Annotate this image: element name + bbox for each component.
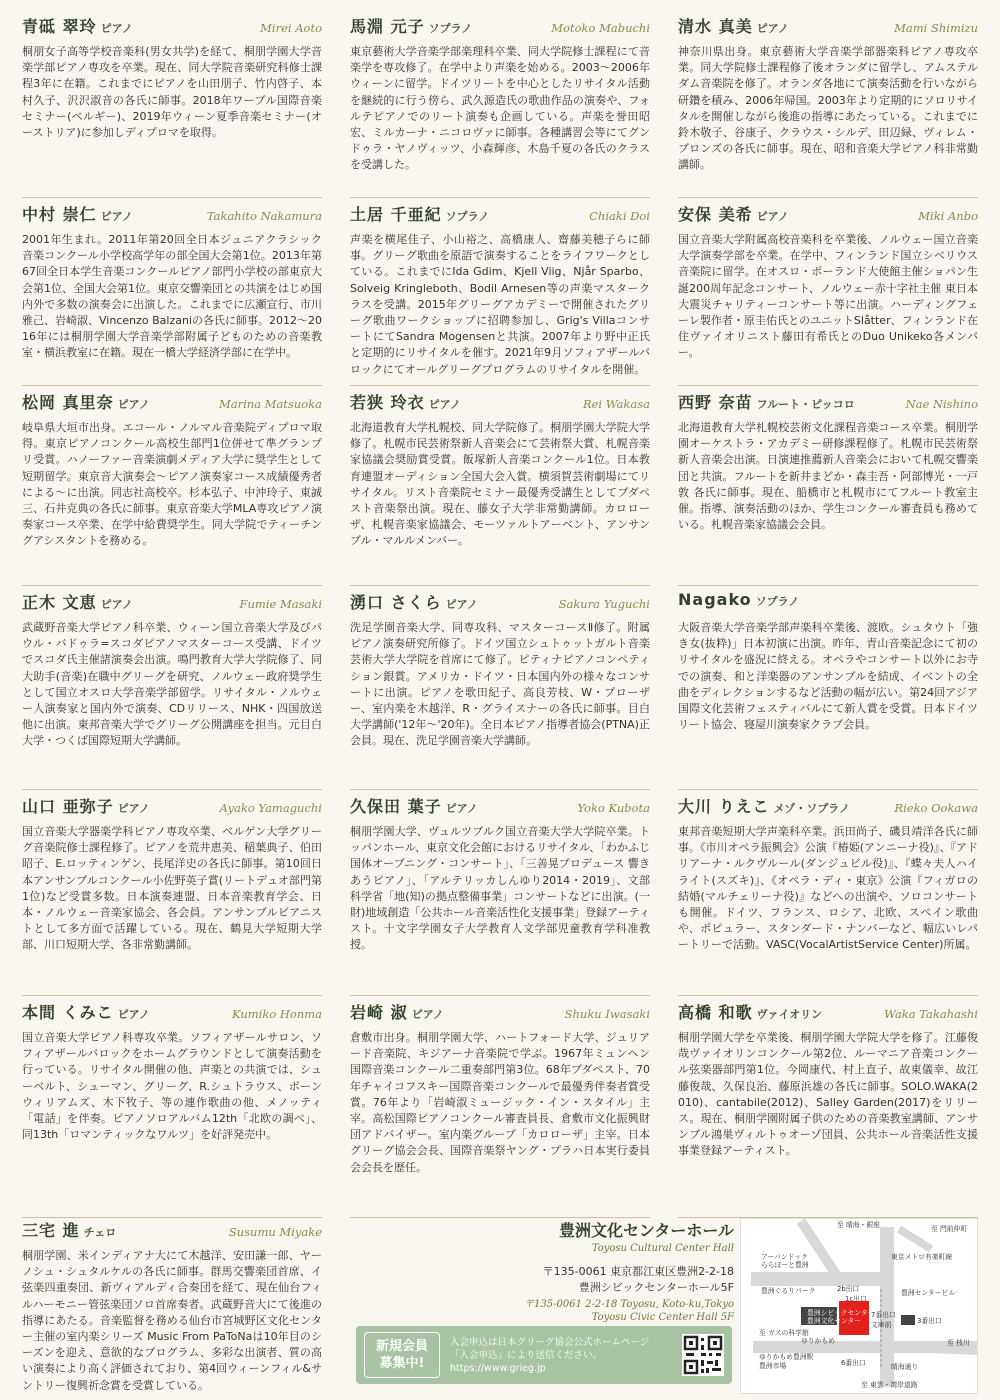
profile-card [350,386,650,586]
performer-name-en: Mami Shimizu [894,21,978,35]
website-link[interactable]: https://www.grieg.jp [450,1362,546,1374]
profile-card [350,10,650,198]
svg-text:豊洲文化センター: 豊洲文化センター [807,1317,862,1325]
profile-card [22,586,322,790]
svg-text:豊洲市場: 豊洲市場 [759,1362,787,1370]
performer-bio: 国立音楽大学附属高校音楽科を卒業後、ノルウェー国立音楽大学演奏学部を卒業。在学中、フィンランド国立シベリウス音楽院に留学。在オスロ・ポーランド大使館主催ショパン生誕200周年記念コンサート、ノルウェー赤十字社主催 東日本大震災チャリティーコンサート等に出演。ハーディングフェーレ製作者・原圭佑氏とのユニットSlåtter、フィンランド在住ヴァイオリニスト藤田有希氏とのDuo Unikeko各メンバー。 [678,233,978,360]
performer-name-en: Rei Wakasa [582,397,650,411]
svg-text:1c出口: 1c出口 [845,1295,867,1303]
performer-name-en: Kumiko Honma [232,1007,322,1021]
footer-row [22,1218,978,1394]
performer-bio: 洗足学園音楽大学、同専攻科、マスターコースⅡ修了。附属ピアノ演奏研究所修了。ドイツ国立シュトゥットガルト音楽芸術大学大学院を首席にて修了。ピティナピアノコンペティション銀賞。アメリカ・ドイツ・日本国内外の様々なコンサートに出演。ピアノを歌田紀子、高良芳枝、W・プローザー、室内楽を木越洋、R・グライスナーの各氏に師事。目白大学講師('12年～'20年)。全日本ピアノ指導者協会(PTNA)正会員。現在、洗足学園音楽大学講師。 [350,621,650,748]
performer-name-en: Marina Matsuoka [218,397,322,411]
instrument: ピアノ [411,1008,444,1021]
performer-bio: 声楽を横尾佳子、小山裕之、高橋康人、齋藤美穂子らに師事。グリーグ歌曲を原語で演奏することをライフワークとしている。これまでにIda Gdim、Kjell Viig、Njår Sparbo、Solveig Kringleboth、Bodil Arnesen等の声楽マスタークラスを受講。2015年グリーグアカデミーで開催されたグリーグ歌曲ワークショップに招聘参加し、Grig's VillaコンサートにてSandra Mogensenと共演。2007年より野中正氏と定期的にリサイタルを催す。2021年9月ソフィアザールバロックにてオールグリーグプログラムのリサイタルを開催。 [350,233,650,376]
performer-bio: 桐朋学園大学、ヴュルツブルク国立音楽大学大学院卒業。トッパンホール、東京文化会館におけるリサイタル、「わかふじ国体オープニング・コンサート」、「三善晃プロデュース 響きあうピアノ」、「アルテリッカしんゆり2014・2019」、文部科学省「地(知)の拠点整備事業」コンサートなどに出演。(一財)地域創造「公共ホール音楽活性化支援事業」登録アーティスト。十文字学園女子大学教育人文学部児童教育学科准教授。 [350,825,650,952]
recruit-badge: 新規会員 募集中! [364,1332,440,1378]
performer-bio: 北海道教育大学札幌校芸術文化課程音楽コース卒業。桐朋学園オーケストラ・アカデミー研修課程修了。札幌市民芸術祭新人音楽会出演。日演連推薦新人音楽会において札幌交響楽団と共演。フルートを新井まどか・森圭吾・阿部博光・一戸敦 各氏に師事。現在、船橋市と札幌市にてフルート教室主催。指導、演奏活動のほか、学生コンクール審査員も務めている。札幌音楽家協議会会員。 [678,421,978,532]
performer-name: 三宅 進 チェロ [22,1221,117,1240]
instrument: ピアノ [117,802,150,815]
instrument: ソプラノ [755,595,800,608]
performer-bio: 岐阜県大垣市出身。エコール・ノルマル音楽院ディプロマ取得。東京ピアノコンクール高校生部門1位併せて準グランプリ受賞。ハノーファー音楽演劇メディア大学に奨学生として短期留学。東京音大演奏会～ピアノ演奏家コース成績優秀者による～に出演。同志社高校卒。杉本弘子、中沖玲子、東誠三、石井克典の各氏に師事。東京音楽大学MLA専攻ピアノ演奏家コース卒業、在学中給費奨学生。同大学院でティーチングアシスタントを務める。 [22,421,322,548]
membership-banner[interactable] [356,1326,732,1384]
performer-bio: 2001年生まれ。2011年第20回全日本ジュニアクラシック音楽コンクール小学校高学年の部全国大会第1位。2013年第67回全日本学生音楽コンクールピアノ部門小学校の部東京大会第1位、全国大会第1位。東京交響楽団との共演をはじめ国内外で多数の演奏会に出演した。これまでに広瀬宣行、市川雅己、岩崎淑、Vincenzo Balzaniの各氏に師事。2012～2016年には桐朋学園大学音楽学部附属子どものための音楽教室・横浜教室に在籍。現在一橋大学経済学部に在学中。 [22,233,322,360]
svg-text:至 ガスの科学館: 至 ガスの科学館 [759,1329,809,1337]
performer-name: 土居 千亜紀 ソプラノ [350,205,490,224]
performer-bio: 東京藝術大学音楽学部楽理科卒業、同大学院修士課程にて音楽学を専攻修了。在学中より声楽を始める。2003～2006年ウィーンに留学。ドイツリートを中心としたリサイタル活動を継続的に行う傍ら、武久源造氏の歌曲作品の演奏や、フォルテピアノでのリート演奏も企画している。声楽を誉田昭宏、ミルカーナ・ニコロヴァに師事。各種講習会等にてグンドゥラ・ヤノヴィッツ、小森輝彦、木島千夏の各氏のクラスを受講した。 [350,45,650,172]
performer-name-en: Chiaki Doi [589,209,650,223]
performer-name-en: Takahito Nakamura [206,209,322,223]
svg-text:東京メトロ有楽町線: 東京メトロ有楽町線 [891,1253,953,1261]
performer-name-en: Rieko Ookawa [894,801,978,815]
venue-address-en: 〒135-0061 2-2-18 Toyosu, Koto-ku,Tokyo Toyosu Civic Center Hall 5F [524,1299,734,1323]
profile-card [22,198,322,386]
instrument: ピアノ [445,598,478,611]
svg-text:6番出口: 6番出口 [841,1359,866,1367]
svg-text:豊洲シビックセンター: 豊洲シビックセンター [807,1309,875,1317]
performer-bio: 桐朋女子高等学校音楽科(男女共学)を経て、桐朋学園大学音楽学部ピアノ専攻を卒業。現在、同大学院音楽研究科修士課程3年に在籍。これまでにピアノを山田朋子、竹内啓子、本村久子、沢沢淑音の各氏に師事。2018年ワーブル国際音楽セミナー(ベルギー)、2019年ウィーン夏季音楽セミナー(オーストリア)に参加しディプロマを取得。 [22,45,322,140]
qr-code-icon[interactable] [682,1334,724,1376]
profile-card [678,586,978,790]
profile-card [678,790,978,996]
performer-name: 馬淵 元子 ソプラノ [350,17,473,36]
performer-name-en: Motoko Mabuchi [551,21,650,35]
performer-bio: 国立音楽大学ピアノ科専攻卒業。ソフィアザールサロン、ソフィアザールバロックをホームグラウンドとして演奏活動を行っている。リサイタル開催の他、声楽との共演では、シューベルト、シューマン、グリーグ、R.シュトラウス、ボーンウィリアムズ、木下牧子、等の連作歌曲の他、メノッティ「電話」を伴奏。ピアノソロアルバム12th「北欧の調べ」、同13th「ロマンティックなワルツ」を好評発売中。 [22,1031,322,1142]
performer-name: 松岡 真里奈 ピアノ [22,393,150,412]
instrument: ピアノ [756,210,789,223]
instrument: ヴァイオリン [756,1008,823,1021]
profile-card [22,996,322,1218]
performer-bio: 国立音楽大学器楽学科ピアノ専攻卒業、ベルゲン大学グリーグ音楽院修士課程修了。ピアノを荒井恵美、稲葉典子、伯田昭子、E.ロッティンゲン、長尾洋史の各氏に師事。第10回日本アンサンブルコンクール小佐野英子賞(リートデュオ部門第1位)など受賞多数。日本演奏連盟、日本音楽教育学会、日本・ノルウェー音楽家協会、各会員。アンサンブルピアニストとして多方面で活躍している。現在、鶴見大学短期大学部、川口短期大学、各非常勤講師。 [22,825,322,952]
profile-card [678,198,978,386]
performer-name-en: Miki Anbo [918,209,978,223]
instrument: ピアノ [117,1008,150,1021]
profile-miyake [22,1218,322,1394]
performer-name: Nagako ソプラノ [678,590,800,609]
venue-name: 豊洲文化センターホール [558,1221,734,1240]
performer-name: 本間 くみこ ピアノ [22,1003,150,1022]
performer-name: 西野 奈苗 フルート・ピッコロ [678,393,855,412]
svg-text:ららぽーと豊洲: ららぽーと豊洲 [761,1261,809,1269]
profile-card [350,198,650,386]
svg-text:文庫前: 文庫前 [871,1321,892,1329]
performer-name: 山口 亜弥子 ピアノ [22,797,150,816]
instrument: ピアノ [100,22,133,35]
performer-bio: 大阪音楽大学音楽学部声楽科卒業後、渡欧。シュタウト「強き女(抜粋)」日本初演に出演。昨年、青山音楽記念にて初のリサイタルを盛況に終える。オペラやコンサート以外にお寺での演奏、和と洋楽器のアンサンブルを結成、イベントの全曲をディレクションするなど活動の幅が広い。第24回アジア国際文化芸術フェスティバルにて新人賞を受賞。日本ドイツリート協会、寝屋川演奏家クラブ会員。 [678,621,978,732]
performer-bio: 東邦音楽短期大学声楽科卒業。浜田尚子、磯貝靖洋各氏に師事。《市川オペラ振興会》公演『椿姫(アンニーナ役)』、『アドリアーナ・ルクヴルール(ダンジュビル役)』、『蝶々夫人ハイライト(スズキ)』、《オペラ・ディ・東京》公演『フィガロの結婚(マルチェリーナ役)』などへの出演や、ソロコンサートも開催。ドイツ、フランス、ロシア、北欧、スペイン歌曲や、ポピュラー、スタンダード・ナンバーなど、幅広いレパートリーで活動。VASC(VocalArtistService Center)所属。 [678,825,978,952]
performer-bio: 武蔵野音楽大学ピアノ科卒業、ウィーン国立音楽大学及びパウル・バドゥラ=スコダピアノマスターコース受講、ドイツでスコダ氏主催諸演奏会出演。鳴門教育大学大学院修了、同大助手(音楽)在職中グリーグを研究、ノルウェー政府奨学生として国立オスロ大学音楽学部留学。リサイタル・ノルウェー人演奏家と国内外で演奏、CDリリース、NHK・四国放送他に出演。東邦音楽大学でグリーグ公開講座を担当。元目白大学・つくば国際短期大学講師。 [22,621,322,748]
performer-name-en: Ayako Yamaguchi [219,801,322,815]
performer-name: 久保田 葉子 ピアノ [350,797,478,816]
performer-name: 清水 真美 ピアノ [678,17,789,36]
profile-card [678,386,978,586]
svg-text:アーバンドック: アーバンドック [761,1253,808,1261]
instrument: ピアノ [756,22,789,35]
svg-text:至 東雲・湾岸道路: 至 東雲・湾岸道路 [861,1381,918,1389]
profile-card [678,10,978,198]
instrument: ピアノ [117,398,150,411]
instrument: メゾ・ソプラノ [773,802,850,815]
performer-name: 正木 文恵 ピアノ [22,593,133,612]
performer-name: 若狭 玲衣 ピアノ [350,393,461,412]
performer-name-en: Yoko Kubota [577,801,650,815]
svg-text:7番出口: 7番出口 [871,1311,896,1319]
svg-text:2b出口: 2b出口 [837,1285,860,1293]
svg-text:豊洲ぐるりパーク: 豊洲ぐるりパーク [761,1287,816,1295]
svg-text:晴海通り: 晴海通り [891,1363,919,1371]
svg-text:至 門前仲町: 至 門前仲町 [931,1225,968,1233]
performer-name: 岩崎 淑 ピアノ [350,1003,444,1022]
svg-text:ゆりかもめ豊洲駅: ゆりかもめ豊洲駅 [759,1353,814,1361]
performer-name: 中村 崇仁 ピアノ [22,205,133,224]
performer-bio: 神奈川県出身。東京藝術大学音楽学部器楽科ピアノ専攻卒業。同大学院修士課程修了後オランダに留学し、アムステルダム音楽院を修了。オランダ各地にて演奏活動を行いながら研鑽を積み、2006年帰国。2003年より定期的にソロリサイタルを開催しながら後進の指導にあたっている。これまでに鈴木敬子、谷康子、クラウス・シルデ、田辺緑、ヴィレム・ブロンズの各氏に師事。現在、昭和音楽大学ピアノ科非常勤講師。 [678,45,978,172]
svg-text:至 晴海・銀座: 至 晴海・銀座 [837,1221,880,1229]
performer-bio: 桐朋学園大学を卒業後、桐朋学園大学院大学を修了。江藤俊哉ヴァイオリンコンクール第2位、ルーマニア音楽コンクール弦楽器部門第1位。今岡康代、村上直子、故東儀幸、故江藤俊哉、久保良治、藤原浜雄の各氏に師事。SOLO.WAKA(2010)、cantabile(2012)、Salley Garden(2017)をリリース。現在、桐朋学園附属子供のための音楽教室講師、アンサンブル鴻巣ヴィルトゥオーゾ団員、公共ホール音楽活性支援事業登録アーティスト。 [678,1031,978,1158]
performer-name: 青砥 翠玲 ピアノ [22,17,133,36]
banner-text: 入会申込は日本グリーグ協会公式ホームページ 「入会申込」により送信ください。 https://www.grieg.jp [450,1336,682,1375]
performer-name-en: Fumie Masaki [239,597,322,611]
performer-name-en: Susumu Miyake [228,1225,322,1239]
profile-card [350,586,650,790]
svg-text:ゆりかもめ: ゆりかもめ [801,1337,835,1345]
profile-card [350,790,650,996]
performer-bio: 桐朋学園、米インディアナ大にて木越洋、安田謙一郎、ヤーノシュ・シュタルケルの各氏に師事。群馬交響楽団首席、イ弦楽四重奏団、新ヴィアルディ合奏団を経て、現在仙台フィルハーモニー管弦楽団ソロ首席奏者。武蔵野音大にて後進の指導にあたる。音楽監督を務める仙台市宮城野区文化センター主催の室内楽シリーズ Music From PaToNaは10年目のシーズンを迎え、意欲的なプログラム、多彩な出演者、質の高い演奏により高く評価されており、第4回ウィーンフィル&サントリー復興祈念賞を受賞している。 [22,1249,322,1392]
instrument: ソプラノ [445,210,490,223]
profile-card [22,10,322,198]
profile-grid [22,10,978,1218]
svg-text:3番出口: 3番出口 [917,1317,942,1325]
profile-card [350,996,650,1218]
performer-name-en: Mirei Aoto [260,21,322,35]
instrument: チェロ [83,1226,117,1239]
instrument: ピアノ [428,398,461,411]
access-map [740,1218,978,1394]
performer-name: 大川 りえこ メゾ・ソプラノ [678,797,850,816]
svg-text:至 枝川: 至 枝川 [947,1339,970,1347]
instrument: フルート・ピッコロ [756,398,855,411]
profile-card [22,386,322,586]
performer-bio: 倉敷市出身。桐朋学園大学、ハートフォード大学、ジュリアード音楽院、キジアーナ音楽院で学ぶ。1967年ミュンヘン国際音楽コンクール二重奏部門第3位。68年ブダペスト、70年チャイコフスキー国際音楽コンクールで最優秀伴奏者賞受賞。76年より「岩崎淑ミュージック・イン・スタイル」主宰。高松国際ピアノコンクール審査員長、倉敷市文化振興財団アドバイザー。室内楽グループ「カロローザ」主宰。日本グリーグ協会会長、国際音楽祭ヤング・プラハ日本実行委員会会長を歴任。 [350,1031,650,1174]
svg-text:豊洲センタービル: 豊洲センタービル [901,1289,956,1297]
instrument: ソプラノ [428,22,473,35]
venue-info [350,1218,734,1324]
performer-name-en: Nae Nishino [905,397,978,411]
performer-name: 安保 美希 ピアノ [678,205,789,224]
performer-name-en: Waka Takahashi [884,1007,978,1021]
instrument: ピアノ [100,598,133,611]
performer-name: 湧口 さくら ピアノ [350,593,478,612]
performer-name-en: Sakura Yuguchi [558,597,650,611]
instrument: ピアノ [100,210,133,223]
venue-address: 〒135-0061 東京都江東区豊洲2-2-18 豊洲シビックセンターホール5F [542,1265,734,1294]
profile-card [678,996,978,1218]
performer-name-en: Shuku Iwasaki [564,1007,650,1021]
profile-card [22,790,322,996]
instrument: ピアノ [445,802,478,815]
venue-name-en: Toyosu Cultural Center Hall [591,1243,734,1254]
performer-name: 高橋 和歌 ヴァイオリン [678,1003,823,1022]
performer-bio: 北海道教育大学札幌校、同大学院修了。桐朋学園大学院大学修了。札幌市民芸術祭新人音楽会にて芸術祭大賞、札幌音楽家協議会奨励賞受賞。飯塚新人音楽コンクール1位。日本教育連盟オーディション全国大会入賞。横須賀芸術劇場にてリサイタル。リスト音楽院セミナー最優秀受講生としてブダペスト音楽祭出演。現在、藤女子大学非常勤講師。カロローザ、札幌音楽家協議会、モーツァルトアーベント、アンサンブル・マルルメンバー。 [350,421,650,548]
